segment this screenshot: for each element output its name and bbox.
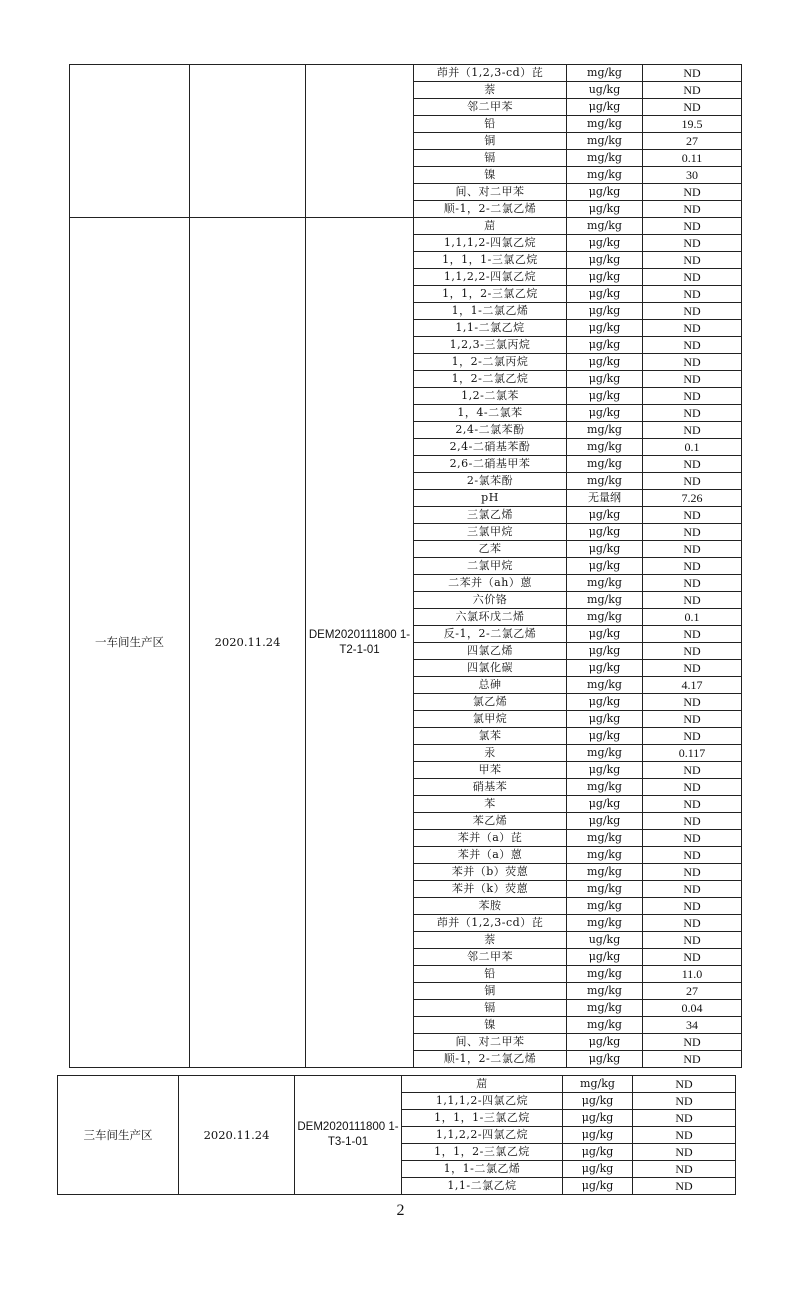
test-item-cell: 1,1,2,2-四氯乙烷 — [402, 1127, 563, 1144]
sampling-date-cell — [190, 65, 306, 218]
result-value-cell: ND — [643, 65, 742, 82]
result-value-cell: ND — [633, 1093, 736, 1110]
test-item-cell: 硝基苯 — [414, 779, 567, 796]
test-item-cell: 镉 — [414, 1000, 567, 1017]
unit-cell: mg/kg — [567, 983, 643, 1000]
test-item-cell: 顺-1，2-二氯乙烯 — [414, 1051, 567, 1068]
test-item-cell: 1，1-二氯乙烯 — [414, 303, 567, 320]
test-item-cell: 1，1，2-三氯乙烷 — [402, 1144, 563, 1161]
result-value-cell: ND — [633, 1127, 736, 1144]
test-item-cell: 苯胺 — [414, 898, 567, 915]
test-item-cell: 萘 — [414, 932, 567, 949]
test-item-cell: 1，1，1-三氯乙烷 — [414, 252, 567, 269]
unit-cell: μg/kg — [567, 558, 643, 575]
unit-cell: ug/kg — [567, 932, 643, 949]
table-block-workshop-1 — [70, 218, 742, 1068]
test-item-cell: 二苯并（ah）蒽 — [414, 575, 567, 592]
result-value-cell: ND — [643, 269, 742, 286]
result-value-cell: 27 — [643, 983, 742, 1000]
unit-cell: mg/kg — [567, 65, 643, 82]
result-value-cell: ND — [643, 830, 742, 847]
test-item-cell: 苯并（k）荧蒽 — [414, 881, 567, 898]
unit-cell: mg/kg — [567, 1017, 643, 1034]
result-value-cell: 0.1 — [643, 439, 742, 456]
result-value-cell: ND — [643, 303, 742, 320]
unit-cell: μg/kg — [567, 354, 643, 371]
sampling-area-cell — [70, 65, 190, 218]
result-value-cell: ND — [643, 320, 742, 337]
sample-id-cell: DEM2020111800 1-T3-1-01 — [295, 1076, 402, 1195]
unit-cell: mg/kg — [567, 575, 643, 592]
test-item-cell: 氯甲烷 — [414, 711, 567, 728]
result-value-cell: 0.1 — [643, 609, 742, 626]
sampling-date-cell: 2020.11.24 — [190, 218, 306, 1068]
sample-id-cell — [306, 65, 414, 218]
unit-cell: mg/kg — [567, 677, 643, 694]
test-item-cell: 甲苯 — [414, 762, 567, 779]
result-value-cell: ND — [643, 643, 742, 660]
unit-cell: μg/kg — [567, 507, 643, 524]
test-item-cell: 1，4-二氯苯 — [414, 405, 567, 422]
result-value-cell: ND — [643, 354, 742, 371]
results-table-upper — [69, 64, 742, 1068]
result-value-cell: ND — [643, 1051, 742, 1068]
unit-cell: mg/kg — [567, 898, 643, 915]
unit-cell: μg/kg — [567, 99, 643, 116]
result-value-cell: ND — [643, 184, 742, 201]
result-value-cell: ND — [643, 286, 742, 303]
unit-cell: μg/kg — [567, 303, 643, 320]
result-value-cell: ND — [633, 1178, 736, 1195]
unit-cell: μg/kg — [567, 320, 643, 337]
unit-cell: μg/kg — [567, 728, 643, 745]
test-item-cell: 苯乙烯 — [414, 813, 567, 830]
unit-cell: mg/kg — [567, 167, 643, 184]
result-value-cell: ND — [643, 507, 742, 524]
result-value-cell: ND — [643, 728, 742, 745]
result-value-cell: ND — [643, 218, 742, 235]
test-item-cell: 1,1,1,2-四氯乙烷 — [402, 1093, 563, 1110]
test-item-cell: 1，2-二氯乙烷 — [414, 371, 567, 388]
result-value-cell: ND — [643, 1034, 742, 1051]
unit-cell: mg/kg — [567, 218, 643, 235]
test-item-cell: 2,4-二硝基苯酚 — [414, 439, 567, 456]
unit-cell: μg/kg — [567, 796, 643, 813]
unit-cell: μg/kg — [567, 235, 643, 252]
test-item-cell: 氯苯 — [414, 728, 567, 745]
unit-cell: mg/kg — [567, 150, 643, 167]
unit-cell: μg/kg — [567, 524, 643, 541]
sample-id-cell: DEM2020111800 1-T2-1-01 — [306, 218, 414, 1068]
test-item-cell: 铜 — [414, 983, 567, 1000]
result-value-cell: 0.117 — [643, 745, 742, 762]
result-value-cell: 34 — [643, 1017, 742, 1034]
test-item-cell: 邻二甲苯 — [414, 949, 567, 966]
test-item-cell: 2,4-二氯苯酚 — [414, 422, 567, 439]
result-value-cell: ND — [643, 796, 742, 813]
test-item-cell: 茚并（1,2,3-cd）芘 — [414, 915, 567, 932]
unit-cell: μg/kg — [567, 541, 643, 558]
result-value-cell: 0.11 — [643, 150, 742, 167]
result-value-cell: ND — [643, 626, 742, 643]
unit-cell: mg/kg — [567, 592, 643, 609]
result-value-cell: ND — [643, 864, 742, 881]
unit-cell: mg/kg — [567, 439, 643, 456]
test-item-cell: 铅 — [414, 966, 567, 983]
unit-cell: μg/kg — [563, 1110, 633, 1127]
test-item-cell: 1,1-二氯乙烷 — [414, 320, 567, 337]
test-item-cell: 六价铬 — [414, 592, 567, 609]
unit-cell: mg/kg — [567, 745, 643, 762]
result-value-cell: ND — [643, 847, 742, 864]
test-item-cell: 氯乙烯 — [414, 694, 567, 711]
test-item-cell: 总砷 — [414, 677, 567, 694]
unit-cell: μg/kg — [563, 1127, 633, 1144]
unit-cell: μg/kg — [567, 626, 643, 643]
unit-cell: μg/kg — [563, 1178, 633, 1195]
unit-cell: μg/kg — [567, 184, 643, 201]
result-value-cell: ND — [643, 371, 742, 388]
test-item-cell: 三氯甲烷 — [414, 524, 567, 541]
unit-cell: μg/kg — [567, 643, 643, 660]
test-item-cell: 苯并（a）芘 — [414, 830, 567, 847]
test-item-cell: 六氯环戊二烯 — [414, 609, 567, 626]
test-item-cell: 苯 — [414, 796, 567, 813]
test-item-cell: 四氯乙烯 — [414, 643, 567, 660]
unit-cell: μg/kg — [563, 1144, 633, 1161]
result-value-cell: ND — [643, 779, 742, 796]
test-item-cell: pH — [414, 490, 567, 507]
result-value-cell: ND — [643, 762, 742, 779]
unit-cell: mg/kg — [567, 422, 643, 439]
test-item-cell: 1，1，1-三氯乙烷 — [402, 1110, 563, 1127]
unit-cell: mg/kg — [567, 864, 643, 881]
result-value-cell: ND — [643, 592, 742, 609]
test-item-cell: 茚并（1,2,3-cd）芘 — [414, 65, 567, 82]
unit-cell: μg/kg — [567, 269, 643, 286]
sampling-area-cell: 三车间生产区 — [58, 1076, 179, 1195]
test-item-cell: 镉 — [414, 150, 567, 167]
result-value-cell: ND — [643, 813, 742, 830]
unit-cell: mg/kg — [567, 830, 643, 847]
result-value-cell: ND — [643, 660, 742, 677]
unit-cell: mg/kg — [567, 456, 643, 473]
unit-cell: μg/kg — [567, 1034, 643, 1051]
test-item-cell: 镍 — [414, 1017, 567, 1034]
result-value-cell: ND — [633, 1161, 736, 1178]
result-value-cell: ND — [643, 422, 742, 439]
result-value-cell: ND — [643, 915, 742, 932]
unit-cell: μg/kg — [567, 337, 643, 354]
test-item-cell: 四氯化碳 — [414, 660, 567, 677]
result-value-cell: ND — [643, 235, 742, 252]
result-value-cell: ND — [643, 881, 742, 898]
unit-cell: μg/kg — [567, 694, 643, 711]
result-value-cell: ND — [633, 1110, 736, 1127]
result-value-cell: ND — [643, 388, 742, 405]
test-item-cell: 1,2,3-三氯丙烷 — [414, 337, 567, 354]
unit-cell: mg/kg — [567, 609, 643, 626]
result-value-cell: ND — [643, 575, 742, 592]
unit-cell: μg/kg — [563, 1093, 633, 1110]
test-item-cell: 反-1，2-二氯乙烯 — [414, 626, 567, 643]
unit-cell: mg/kg — [567, 1000, 643, 1017]
test-item-cell: 间、对二甲苯 — [414, 184, 567, 201]
result-value-cell: 30 — [643, 167, 742, 184]
result-value-cell: 0.04 — [643, 1000, 742, 1017]
unit-cell: mg/kg — [567, 133, 643, 150]
result-value-cell: ND — [643, 473, 742, 490]
unit-cell: μg/kg — [567, 949, 643, 966]
unit-cell: mg/kg — [567, 966, 643, 983]
unit-cell: mg/kg — [567, 116, 643, 133]
unit-cell: μg/kg — [567, 762, 643, 779]
test-item-cell: 铜 — [414, 133, 567, 150]
result-value-cell: ND — [643, 949, 742, 966]
result-value-cell: 7.26 — [643, 490, 742, 507]
unit-cell: mg/kg — [567, 473, 643, 490]
test-item-cell: 1,2-二氯苯 — [414, 388, 567, 405]
test-item-cell: 䓛 — [402, 1076, 563, 1093]
result-value-cell: 27 — [643, 133, 742, 150]
result-value-cell: ND — [643, 337, 742, 354]
unit-cell: μg/kg — [567, 286, 643, 303]
unit-cell: μg/kg — [567, 252, 643, 269]
unit-cell: μg/kg — [567, 371, 643, 388]
unit-cell: 无量纲 — [567, 490, 643, 507]
test-item-cell: 铅 — [414, 116, 567, 133]
unit-cell: μg/kg — [567, 1051, 643, 1068]
result-value-cell: ND — [643, 524, 742, 541]
test-item-cell: 镍 — [414, 167, 567, 184]
test-item-cell: 二氯甲烷 — [414, 558, 567, 575]
unit-cell: μg/kg — [567, 388, 643, 405]
result-value-cell: ND — [643, 711, 742, 728]
result-value-cell: ND — [643, 558, 742, 575]
table-row — [70, 65, 742, 82]
result-value-cell: ND — [643, 405, 742, 422]
test-item-cell: 1，1-二氯乙烯 — [402, 1161, 563, 1178]
result-value-cell: ND — [643, 82, 742, 99]
result-value-cell: ND — [643, 898, 742, 915]
table-block-workshop-3 — [58, 1076, 736, 1195]
result-value-cell: ND — [643, 252, 742, 269]
results-table-lower — [57, 1075, 736, 1195]
unit-cell: ug/kg — [567, 82, 643, 99]
unit-cell: μg/kg — [567, 711, 643, 728]
unit-cell: mg/kg — [567, 881, 643, 898]
result-value-cell: ND — [643, 456, 742, 473]
unit-cell: μg/kg — [567, 660, 643, 677]
test-item-cell: 1,1-二氯乙烷 — [402, 1178, 563, 1195]
unit-cell: mg/kg — [567, 847, 643, 864]
result-value-cell: ND — [643, 932, 742, 949]
result-value-cell: 11.0 — [643, 966, 742, 983]
test-item-cell: 苯并（b）荧蒽 — [414, 864, 567, 881]
unit-cell: mg/kg — [567, 779, 643, 796]
unit-cell: μg/kg — [563, 1161, 633, 1178]
table-row — [58, 1076, 736, 1093]
sampling-date-cell: 2020.11.24 — [179, 1076, 295, 1195]
result-value-cell: 19.5 — [643, 116, 742, 133]
test-item-cell: 邻二甲苯 — [414, 99, 567, 116]
table-row — [70, 218, 742, 235]
result-value-cell: ND — [643, 201, 742, 218]
unit-cell: μg/kg — [567, 405, 643, 422]
test-item-cell: 1,1,2,2-四氯乙烷 — [414, 269, 567, 286]
test-item-cell: 1，2-二氯丙烷 — [414, 354, 567, 371]
result-value-cell: ND — [643, 541, 742, 558]
sampling-area-cell: 一车间生产区 — [70, 218, 190, 1068]
test-item-cell: 萘 — [414, 82, 567, 99]
result-value-cell: ND — [633, 1144, 736, 1161]
result-value-cell: ND — [643, 694, 742, 711]
unit-cell: mg/kg — [563, 1076, 633, 1093]
result-value-cell: ND — [643, 99, 742, 116]
test-item-cell: 顺-1，2-二氯乙烯 — [414, 201, 567, 218]
test-item-cell: 苯并（a）蒽 — [414, 847, 567, 864]
page-number: 2 — [396, 1202, 405, 1219]
result-value-cell: 4.17 — [643, 677, 742, 694]
unit-cell: mg/kg — [567, 915, 643, 932]
table-block-top — [70, 65, 742, 218]
result-value-cell: ND — [633, 1076, 736, 1093]
test-item-cell: 䓛 — [414, 218, 567, 235]
test-item-cell: 2,6-二硝基甲苯 — [414, 456, 567, 473]
test-item-cell: 1,1,1,2-四氯乙烷 — [414, 235, 567, 252]
test-item-cell: 三氯乙烯 — [414, 507, 567, 524]
test-item-cell: 汞 — [414, 745, 567, 762]
test-item-cell: 乙苯 — [414, 541, 567, 558]
test-item-cell: 1，1，2-三氯乙烷 — [414, 286, 567, 303]
test-item-cell: 间、对二甲苯 — [414, 1034, 567, 1051]
test-item-cell: 2-氯苯酚 — [414, 473, 567, 490]
unit-cell: μg/kg — [567, 813, 643, 830]
unit-cell: μg/kg — [567, 201, 643, 218]
